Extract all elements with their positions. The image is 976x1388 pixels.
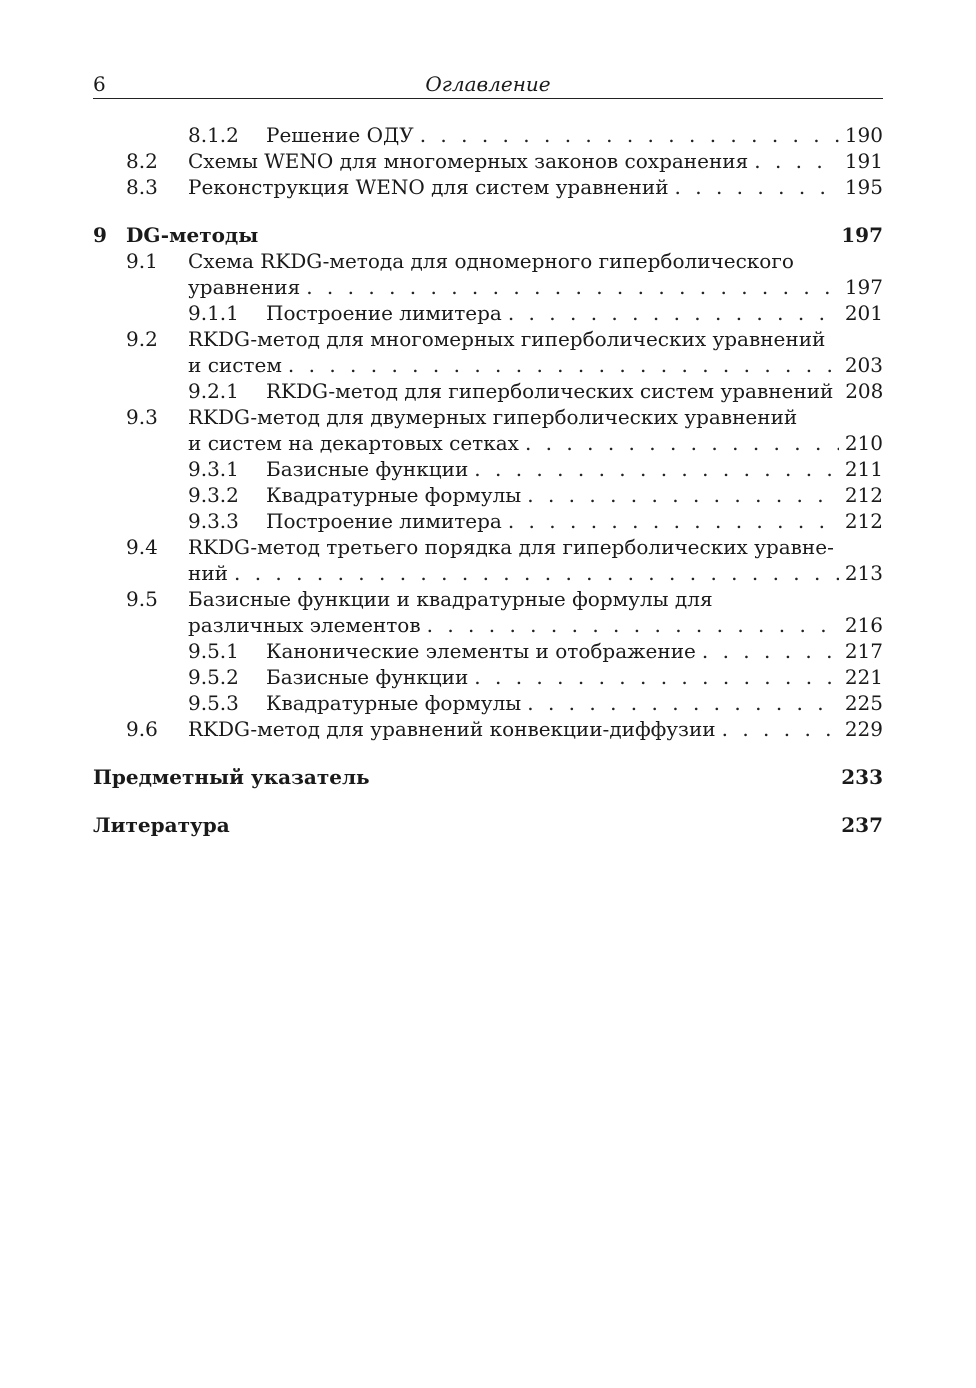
- index-page: 233: [841, 765, 883, 789]
- toc-page: 217: [844, 639, 883, 663]
- toc-title-line2: различных элементов: [188, 612, 427, 638]
- toc-references[interactable]: [93, 812, 883, 838]
- leader-dots: [675, 174, 839, 200]
- toc-page: 225: [844, 691, 883, 715]
- toc-title: Базисные функции: [266, 456, 474, 482]
- toc-page: 191: [844, 149, 883, 173]
- toc-number: 9.6: [126, 717, 158, 741]
- toc-number: 9.3.3: [188, 509, 239, 533]
- toc-entry-9-2-1[interactable]: [93, 378, 883, 404]
- toc-page: 197: [844, 275, 883, 299]
- chapter-page: 197: [841, 223, 883, 247]
- leader-dots: [702, 638, 839, 664]
- toc-title-line2: уравнения: [188, 274, 306, 300]
- leader-dots: [754, 148, 839, 174]
- chapter-number: 9: [93, 223, 107, 247]
- toc-number: 9.4: [126, 535, 158, 559]
- leader-dots: [525, 430, 839, 456]
- toc-title-line1: Базисные функции и квадратурные формулы для: [188, 587, 713, 611]
- leader-dots: [527, 482, 839, 508]
- toc-page: 208: [845, 379, 884, 403]
- toc-entry-9-5[interactable]: [93, 586, 883, 612]
- toc-page: 195: [844, 175, 883, 199]
- leader-dots: [474, 456, 839, 482]
- references-page: 237: [841, 813, 883, 837]
- toc-entry-9-5-1[interactable]: [93, 638, 883, 664]
- toc-page: 221: [844, 665, 883, 689]
- page-header: [93, 72, 883, 99]
- toc-page: 190: [844, 123, 883, 147]
- toc-entry-9-3-2[interactable]: [93, 482, 883, 508]
- toc-title-line2: и систем: [188, 352, 288, 378]
- leader-dots: [722, 716, 839, 742]
- toc-number: 9.3.1: [188, 457, 239, 481]
- toc-title: Решение ОДУ: [266, 122, 420, 148]
- toc-entry-9-5-3[interactable]: [93, 690, 883, 716]
- toc-entry-9-1-cont[interactable]: [93, 274, 883, 300]
- toc-entry-9-4-cont[interactable]: [93, 560, 883, 586]
- toc-title: RKDG-метод для гиперболических систем уравнений: [266, 378, 839, 404]
- toc-number: 9.5.2: [188, 665, 239, 689]
- leader-dots: [508, 300, 839, 326]
- toc-number: 9.3: [126, 405, 158, 429]
- toc-page: 229: [844, 717, 883, 741]
- index-title: Предметный указатель: [93, 765, 370, 789]
- toc-number: 8.3: [126, 175, 158, 199]
- toc-number: 8.2: [126, 149, 158, 173]
- leader-dots: [306, 274, 839, 300]
- toc-entry-9-2-cont[interactable]: [93, 352, 883, 378]
- toc-title-line1: Схема RKDG-метода для одномерного гиперболического: [188, 249, 794, 273]
- toc-title: Квадратурные формулы: [266, 690, 527, 716]
- toc-entry-9-3[interactable]: [93, 404, 883, 430]
- running-title: Оглавление: [425, 72, 551, 96]
- leader-dots: [420, 122, 839, 148]
- references-title: Литература: [93, 813, 230, 837]
- toc-title-line1: RKDG-метод для многомерных гиперболических уравнений: [188, 327, 826, 351]
- toc-chapter-9[interactable]: [93, 222, 883, 248]
- leader-dots: [427, 612, 839, 638]
- toc-title: Квадратурные формулы: [266, 482, 527, 508]
- toc-title: Схемы WENO для многомерных законов сохранения: [188, 148, 754, 174]
- toc-page: 212: [844, 509, 883, 533]
- toc-title: Базисные функции: [266, 664, 474, 690]
- toc-title: Канонические элементы и отображение: [266, 638, 702, 664]
- toc-entry-8-1-2[interactable]: [93, 122, 883, 148]
- leader-dots: [288, 352, 839, 378]
- toc-title-line2: ний: [188, 560, 234, 586]
- toc-page: 203: [844, 353, 883, 377]
- toc-page: 213: [844, 561, 883, 585]
- toc-page: 201: [844, 301, 883, 325]
- toc-number: 9.2: [126, 327, 158, 351]
- toc-entry-9-3-3[interactable]: [93, 508, 883, 534]
- toc-number: 9.5.3: [188, 691, 239, 715]
- toc-number: 9.1.1: [188, 301, 239, 325]
- leader-dots: [234, 560, 839, 586]
- toc-number: 8.1.2: [188, 123, 239, 147]
- toc-title: Построение лимитера: [266, 508, 508, 534]
- toc-entry-9-1-1[interactable]: [93, 300, 883, 326]
- toc-title: RKDG-метод для уравнений конвекции-диффузии: [188, 716, 722, 742]
- toc-title: Реконструкция WENO для систем уравнений: [188, 174, 675, 200]
- toc-entry-9-6[interactable]: [93, 716, 883, 742]
- toc-number: 9.2.1: [188, 379, 239, 403]
- toc-entry-9-5-cont[interactable]: [93, 612, 883, 638]
- toc-entry-9-4[interactable]: [93, 534, 883, 560]
- toc-entry-9-1[interactable]: [93, 248, 883, 274]
- table-of-contents: [93, 122, 883, 838]
- toc-title-line1: RKDG-метод третьего порядка для гиперболических уравне-: [188, 535, 834, 559]
- toc-number: 9.1: [126, 249, 158, 273]
- toc-entry-8-3[interactable]: [93, 174, 883, 200]
- toc-title: Построение лимитера: [266, 300, 508, 326]
- toc-page: 210: [844, 431, 883, 455]
- leader-dots: [508, 508, 839, 534]
- toc-entry-9-3-1[interactable]: [93, 456, 883, 482]
- toc-page: 211: [844, 457, 883, 481]
- toc-entry-8-2[interactable]: [93, 148, 883, 174]
- toc-number: 9.5: [126, 587, 158, 611]
- leader-dots: [527, 690, 839, 716]
- toc-title-line1: RKDG-метод для двумерных гиперболических уравнений: [188, 405, 798, 429]
- toc-index[interactable]: [93, 764, 883, 790]
- chapter-title: DG-методы: [126, 223, 259, 247]
- toc-number: 9.3.2: [188, 483, 239, 507]
- toc-entry-9-3-cont[interactable]: [93, 430, 883, 456]
- toc-page: 212: [844, 483, 883, 507]
- toc-title-line2: и систем на декартовых сетках: [188, 430, 525, 456]
- leader-dots: [474, 664, 839, 690]
- toc-page: 216: [844, 613, 883, 637]
- toc-entry-9-2[interactable]: [93, 326, 883, 352]
- toc-entry-9-5-2[interactable]: [93, 664, 883, 690]
- page-number: 6: [93, 72, 106, 96]
- toc-number: 9.5.1: [188, 639, 239, 663]
